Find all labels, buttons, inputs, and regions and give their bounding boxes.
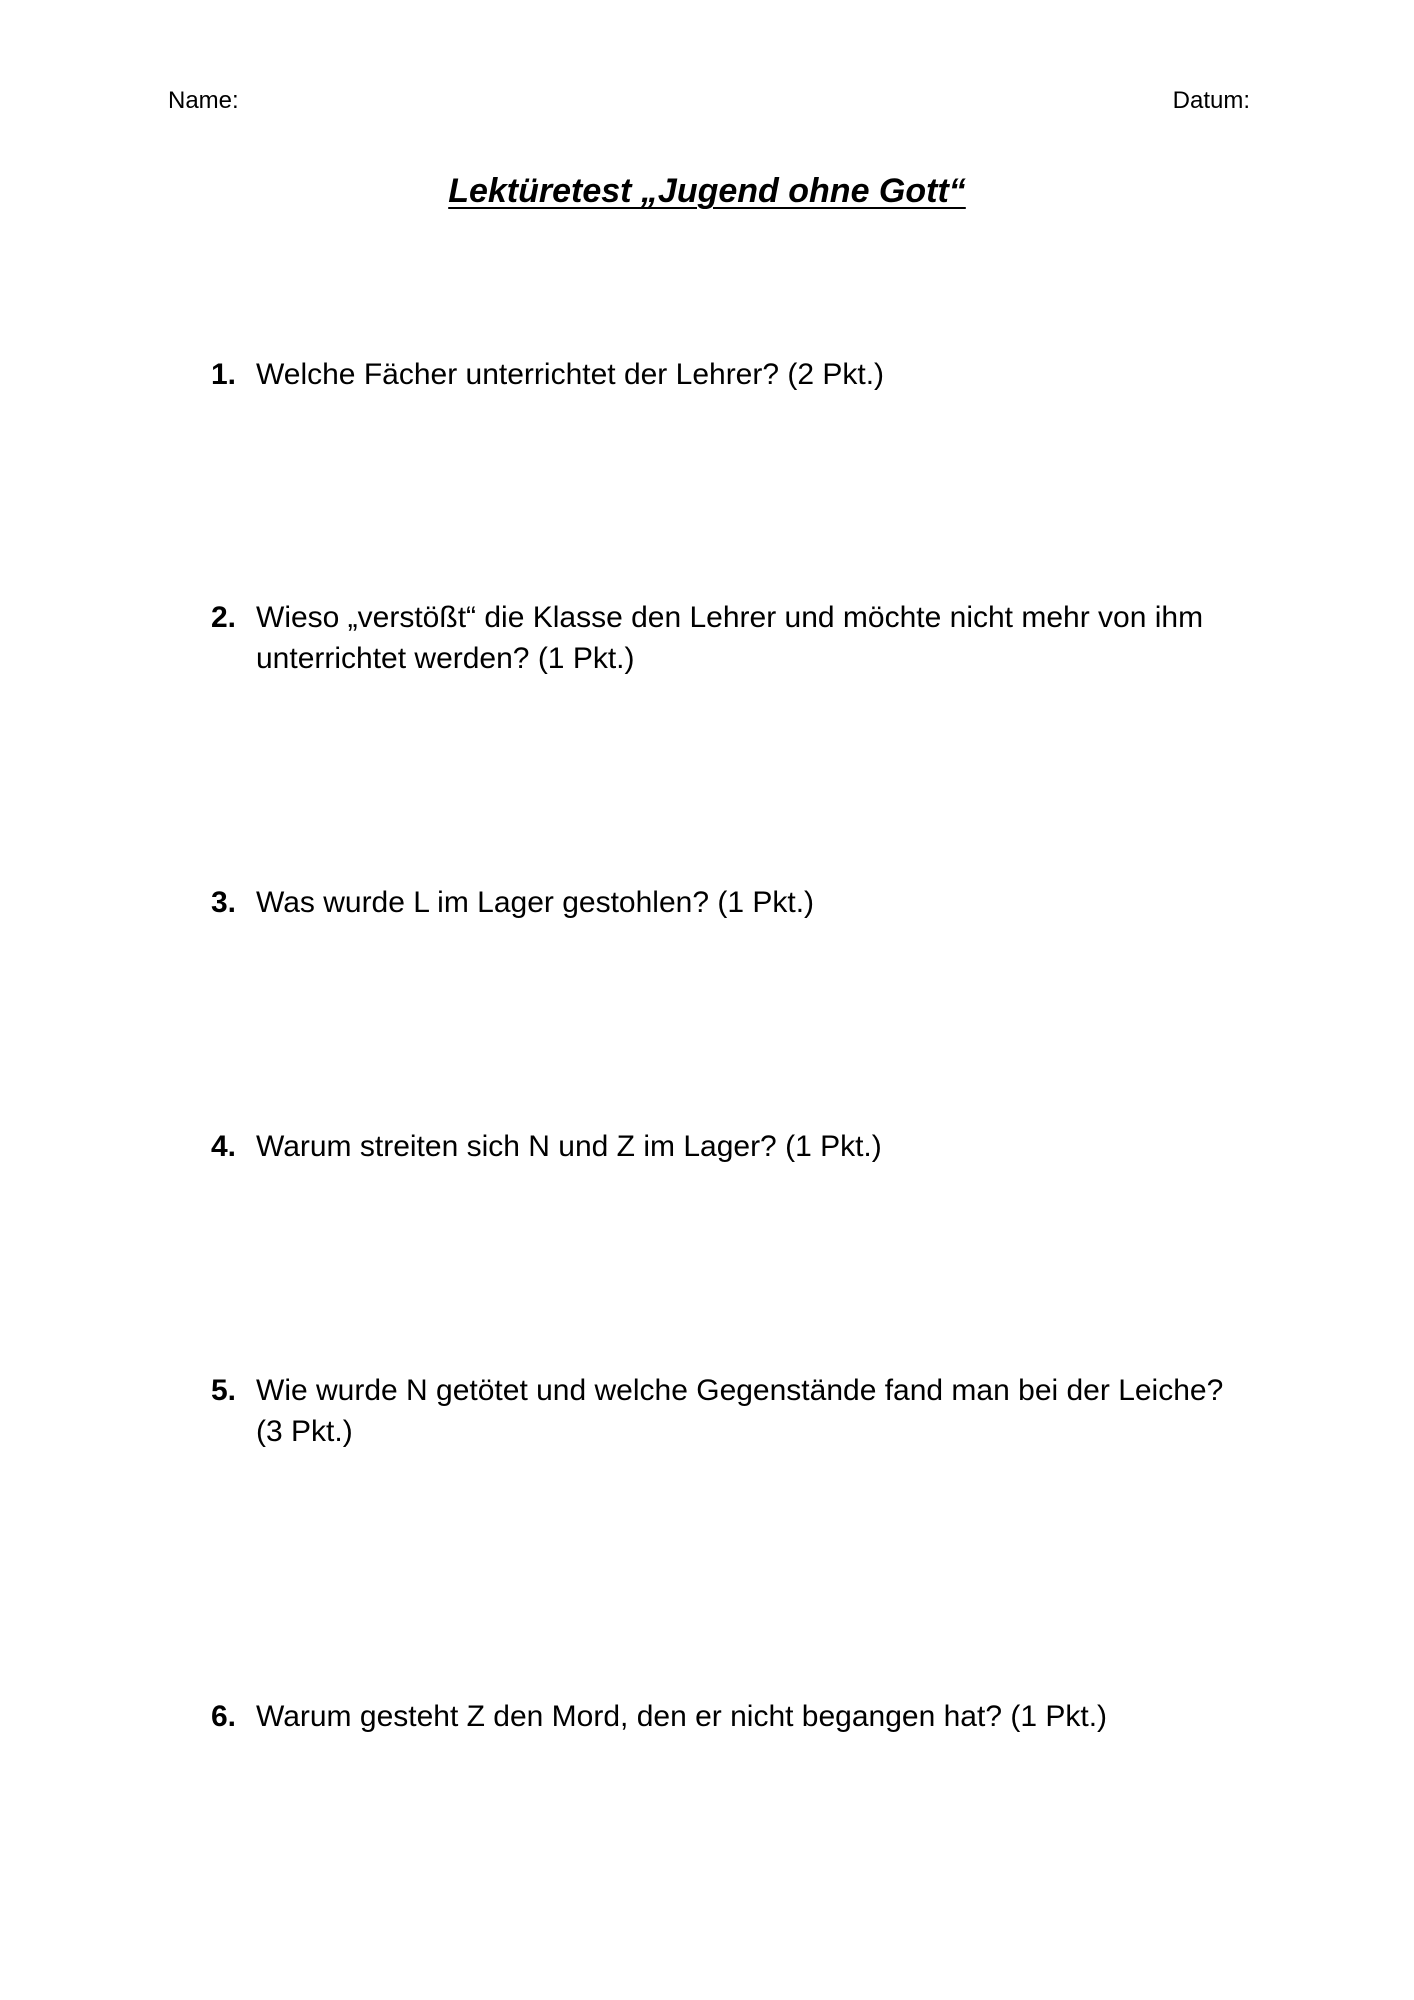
question-number: 5. bbox=[211, 1374, 237, 1407]
date-label: Datum: bbox=[1172, 87, 1250, 114]
question-number: 3. bbox=[211, 886, 237, 919]
name-label: Name: bbox=[168, 87, 239, 114]
question-number: 2. bbox=[211, 601, 237, 634]
question-text: Warum gesteht Z den Mord, den er nicht begangen hat? (1 Pkt.) bbox=[256, 1700, 1108, 1733]
question-6 bbox=[211, 1696, 1251, 1737]
question-1 bbox=[211, 354, 1251, 395]
question-number: 6. bbox=[211, 1700, 237, 1733]
question-2 bbox=[211, 597, 1251, 679]
question-text: Wie wurde N getötet und welche Gegenstände fand man bei der Leiche? (3 Pkt.) bbox=[256, 1374, 1224, 1448]
question-text: Wieso „verstößt“ die Klasse den Lehrer und möchte nicht mehr von ihm unterrichtet werden? (1 Pkt.) bbox=[256, 601, 1204, 675]
question-number: 1. bbox=[211, 358, 237, 391]
question-text: Was wurde L im Lager gestohlen? (1 Pkt.) bbox=[256, 886, 815, 919]
page-title: Lektüretest „Jugend ohne Gott“ bbox=[448, 172, 966, 210]
question-5 bbox=[211, 1370, 1251, 1452]
question-4 bbox=[211, 1126, 1251, 1167]
question-text: Warum streiten sich N und Z im Lager? (1 Pkt.) bbox=[256, 1130, 882, 1163]
question-text: Welche Fächer unterrichtet der Lehrer? (2 Pkt.) bbox=[256, 358, 885, 391]
question-number: 4. bbox=[211, 1130, 237, 1163]
question-3 bbox=[211, 882, 1251, 923]
